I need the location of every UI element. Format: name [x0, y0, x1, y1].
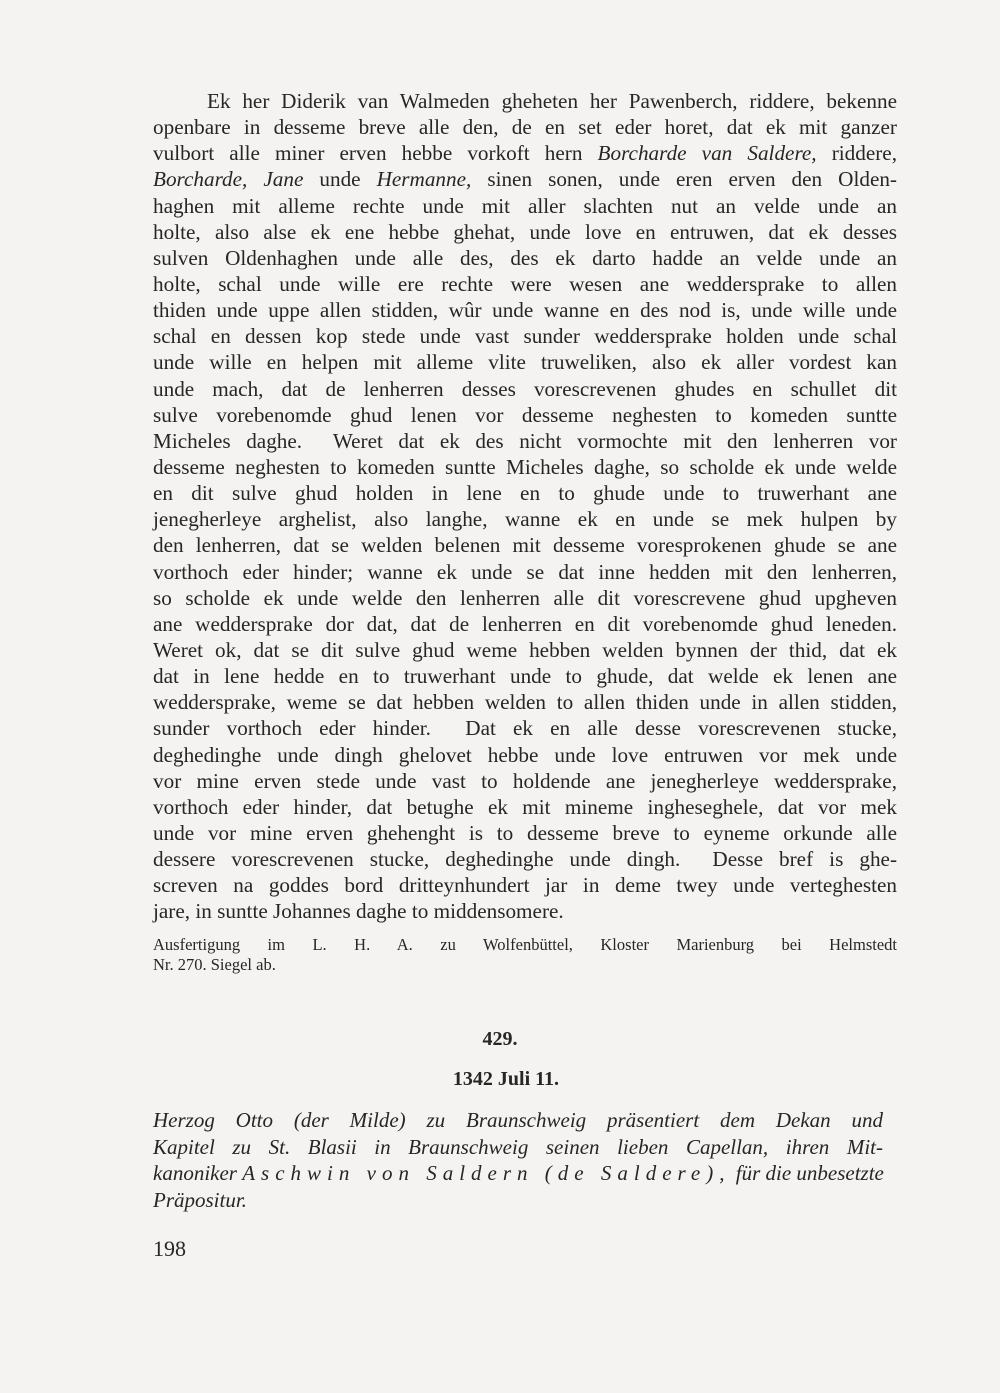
text-segment: sulve vorebenomde ghud lenen vor desseme neghesten to komeden suntte [153, 402, 897, 427]
document-number: 429. [482, 1028, 518, 1050]
text-segment: Ek her Diderik van Walmeden gheheten her Pawenberch, riddere, bekenne [207, 89, 897, 113]
text-line [153, 480, 897, 506]
text-segment: riddere, [816, 141, 897, 166]
text-line [153, 140, 897, 166]
text-segment: vorthoch eder hinder; wanne ek unde se dat inne hedden mit den lenherren, [153, 559, 897, 584]
document-date: 1342 Juli 11. [452, 1068, 560, 1090]
text-segment: dessere vorescrevenen stucke, deghedinghe unde dingh. Desse bref is ghe- [153, 847, 897, 872]
text-segment: haghen mit alleme rechte unde mit aller slachten nut an velde unde an [153, 193, 897, 218]
text-line [153, 376, 897, 402]
text-line [153, 219, 897, 245]
text-line [153, 323, 897, 349]
text-segment: Weret ok, dat se dit sulve ghud weme hebben welden bynnen der thid, dat ek [153, 637, 897, 662]
text-line [153, 506, 897, 532]
text-segment: unde wille en helpen mit alleme vlite truweliken, also ek aller vordest kan [153, 350, 897, 375]
text-segment: vulbort alle miner erven hebbe vorkoft hern [153, 141, 598, 166]
text-line [153, 245, 897, 271]
charter-text [153, 88, 897, 925]
text-segment: Hermanne, [376, 167, 472, 192]
regest-summary [153, 1107, 883, 1213]
text-segment: openbare in desseme breve alle den, de en set eder horet, dat ek mit ganzer [153, 115, 897, 140]
text-line [153, 88, 897, 114]
text-line [153, 611, 897, 637]
text-segment: ane weddersprake dor dat, dat de lenherren en dit vorebenomde ghud leneden. [153, 611, 897, 636]
regest-segment: Kapitel zu St. Blasii in Braunschweig seinen lieben Capellan, ihren Mit- [153, 1134, 883, 1159]
text-line [153, 559, 897, 585]
text-segment: screven na goddes bord dritteynhundert jar in deme twey unde verteghesten [153, 873, 897, 898]
text-segment: schal en dessen kop stede unde vast sunder weddersprake holden unde schal [153, 324, 897, 349]
text-line [153, 193, 897, 219]
text-segment: holte, schal unde wille ere rechte were wesen ane weddersprake to allen [153, 271, 897, 296]
text-line [153, 872, 897, 898]
text-segment: vor mine erven stede unde vast to holdende ane jenegherleye weddersprake, [153, 768, 897, 793]
text-segment: so scholde ek unde welde den lenherren alle dit vorescrevene ghud upgheven [153, 585, 897, 610]
text-segment: Micheles daghe. Weret dat ek des nicht vormochte mit den lenherren vor [153, 428, 897, 453]
text-segment: sunder vorthoch eder hinder. Dat ek en alle desse vorescrevenen stucke, [153, 716, 897, 741]
source-note [153, 935, 897, 975]
text-segment: thiden unde uppe allen stidden, wûr unde wanne en des nod is, unde wille unde [153, 298, 897, 323]
text-segment: desseme neghesten to komeden suntte Micheles daghe, so scholde ek unde welde [153, 454, 897, 479]
regest-segment: kanoniker [153, 1161, 243, 1185]
text-line [153, 532, 897, 558]
text-line [153, 454, 897, 480]
text-segment: Borcharde van Saldere, [597, 141, 817, 166]
text-line [153, 663, 897, 689]
text-line [153, 166, 897, 192]
text-segment: jare, in suntte Johannes daghe to middensomere. [153, 899, 564, 924]
regest-line [153, 1160, 883, 1187]
source-note-line: Nr. 270. Siegel ab. [153, 955, 276, 974]
text-line [153, 820, 897, 846]
text-line [153, 297, 897, 323]
text-segment: unde mach, dat de lenherren desses vorescrevenen ghudes en schullet dit [153, 376, 897, 401]
text-line [153, 402, 897, 428]
text-line [153, 585, 897, 611]
text-line [153, 742, 897, 768]
page-number: 198 [153, 1236, 186, 1261]
text-line [153, 768, 897, 794]
text-segment: deghedinghe unde dingh ghelovet hebbe unde love entruwen vor mek unde [153, 742, 897, 767]
text-segment: unde [303, 167, 377, 192]
regest-line [153, 1134, 883, 1161]
regest-segment: Präpositur. [153, 1187, 247, 1212]
text-segment: unde vor mine erven ghehenght is to desseme breve to eyneme orkunde alle [153, 820, 897, 845]
text-line [153, 898, 897, 924]
text-line [153, 271, 897, 297]
text-segment: en dit sulve ghud holden in lene en to ghude unde to truwerhant ane [153, 481, 897, 506]
text-line [153, 637, 897, 663]
regest-line [153, 1187, 883, 1214]
text-segment: sinen sonen, unde eren erven den Olden- [471, 167, 897, 192]
text-line [153, 114, 897, 140]
regest-line [153, 1107, 883, 1134]
text-line [153, 689, 897, 715]
text-segment: holte, also alse ek ene hebbe ghehat, unde love en entruwen, dat ek desses [153, 219, 897, 244]
text-segment: Borcharde, Jane [153, 167, 304, 192]
regest-segment: Herzog Otto (der Milde) zu Braunschweig präsentiert dem Dekan und [153, 1108, 883, 1132]
text-line [153, 846, 897, 872]
text-segment: sulven Oldenhaghen unde alle des, des ek darto hadde an velde unde an [153, 245, 897, 270]
text-segment: dat in lene hedde en to truwerhant unde to ghude, dat welde ek lenen ane [153, 664, 897, 689]
text-segment: vorthoch eder hinder, dat betughe ek mit mineme ingheseghele, dat vor mek [153, 794, 897, 819]
regest-segment: für die unbesetzte [730, 1161, 884, 1185]
text-segment: den lenherren, dat se welden belenen mit desseme voresprokenen ghude se ane [153, 533, 897, 558]
source-note-line: Ausfertigung im L. H. A. zu Wolfenbüttel, Kloster Marienburg bei Helmstedt [153, 935, 897, 954]
text-line [153, 715, 897, 741]
text-line [153, 428, 897, 454]
text-segment: weddersprake, weme se dat hebben welden to allen thiden unde in allen stidden, [153, 690, 897, 715]
text-line [153, 349, 897, 375]
regest-segment: Aschwin von Saldern (de Saldere), [242, 1161, 731, 1185]
text-segment: jenegherleye arghelist, also langhe, wanne ek en unde se mek hulpen by [153, 507, 897, 532]
text-line [153, 794, 897, 820]
